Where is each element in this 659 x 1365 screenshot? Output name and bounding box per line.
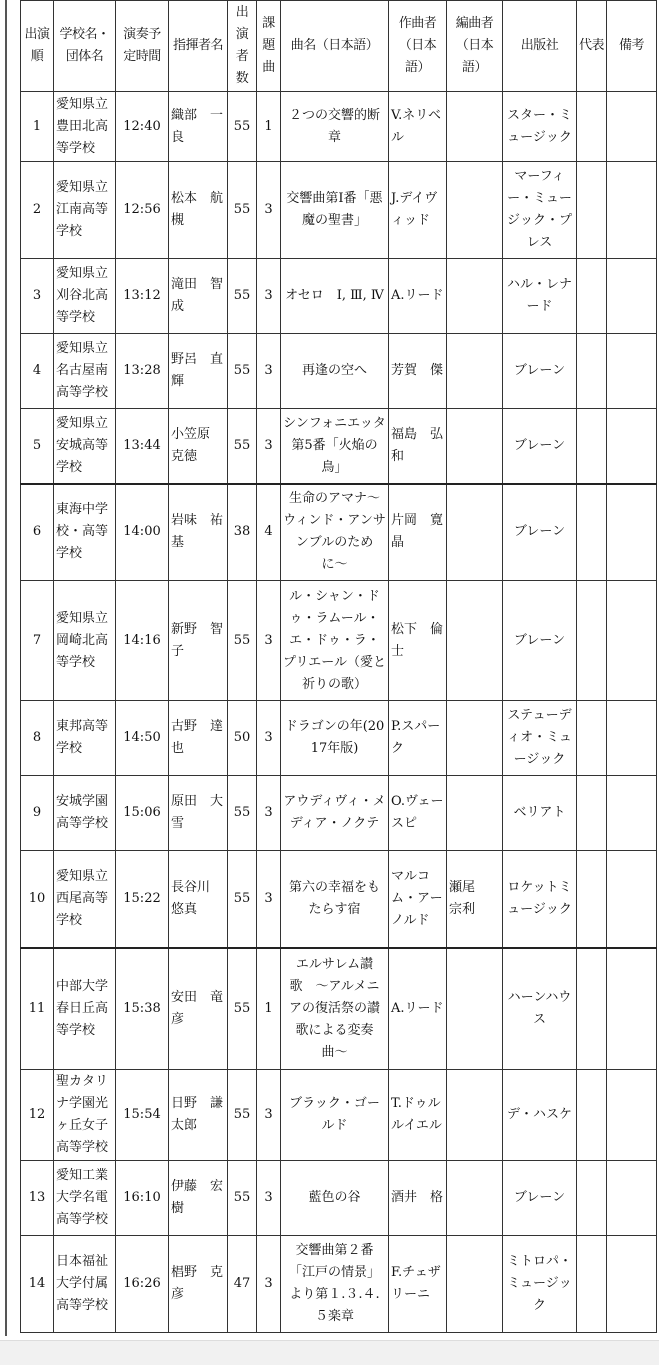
cell-school: 東邦高等学校 xyxy=(54,701,116,776)
cell-notes xyxy=(607,1070,657,1161)
cell-players: 55 xyxy=(228,948,257,1070)
cell-notes xyxy=(607,1161,657,1236)
cell-notes xyxy=(607,334,657,409)
cell-set-piece: 3 xyxy=(257,334,281,409)
cell-publisher: デ・ハスケ xyxy=(503,1070,577,1161)
cell-notes xyxy=(607,162,657,259)
cell-arranger xyxy=(447,334,503,409)
cell-composer: マルコム・アーノルド xyxy=(389,851,447,948)
table-row xyxy=(21,259,657,334)
cell-order: 8 xyxy=(21,701,54,776)
cell-players: 55 xyxy=(228,162,257,259)
table-row xyxy=(21,776,657,851)
cell-players: 55 xyxy=(228,581,257,701)
cell-order: 2 xyxy=(21,162,54,259)
cell-publisher: ブレーン xyxy=(503,409,577,484)
cell-players: 55 xyxy=(228,409,257,484)
cell-set-piece: 3 xyxy=(257,259,281,334)
cell-arranger xyxy=(447,776,503,851)
cell-school: 愛知工業大学名電高等学校 xyxy=(54,1161,116,1236)
cell-rep xyxy=(577,334,607,409)
performance-schedule-table xyxy=(20,0,657,1333)
cell-rep xyxy=(577,1161,607,1236)
cell-conductor: 岩味 祐基 xyxy=(169,484,228,581)
cell-rep xyxy=(577,92,607,162)
cell-players: 55 xyxy=(228,334,257,409)
cell-time: 14:00 xyxy=(116,484,169,581)
table-row xyxy=(21,334,657,409)
cell-notes xyxy=(607,1236,657,1333)
cell-composer: 松下 倫士 xyxy=(389,581,447,701)
cell-notes xyxy=(607,259,657,334)
cell-school: 安城学園高等学校 xyxy=(54,776,116,851)
cell-set-piece: 3 xyxy=(257,851,281,948)
cell-title: アウディヴィ・メディア・ノクテ xyxy=(281,776,389,851)
cell-set-piece: 1 xyxy=(257,948,281,1070)
cell-conductor: 松本 航槻 xyxy=(169,162,228,259)
table-row xyxy=(21,409,657,484)
cell-school: 日本福祉大学付属高等学校 xyxy=(54,1236,116,1333)
cell-title: ２つの交響的断章 xyxy=(281,92,389,162)
header-title: 曲名（日本語） xyxy=(281,1,389,92)
cell-composer: V.ネリベル xyxy=(389,92,447,162)
cell-publisher: ベリアト xyxy=(503,776,577,851)
cell-notes xyxy=(607,701,657,776)
cell-school: 愛知県立江南高等学校 xyxy=(54,162,116,259)
table-row xyxy=(21,581,657,701)
cell-title: 交響曲第２番「江戸の情景」より第１.３.４.５楽章 xyxy=(281,1236,389,1333)
cell-time: 13:44 xyxy=(116,409,169,484)
header-arranger: 編曲者（日本語） xyxy=(447,1,503,92)
cell-school: 愛知県立名古屋南高等学校 xyxy=(54,334,116,409)
header-conductor: 指揮者名 xyxy=(169,1,228,92)
cell-arranger xyxy=(447,92,503,162)
cell-order: 11 xyxy=(21,948,54,1070)
cell-title: 第六の幸福をもたらす宿 xyxy=(281,851,389,948)
cell-order: 14 xyxy=(21,1236,54,1333)
cell-order: 6 xyxy=(21,484,54,581)
cell-order: 13 xyxy=(21,1161,54,1236)
cell-school: 愛知県立豊田北高等学校 xyxy=(54,92,116,162)
cell-order: 7 xyxy=(21,581,54,701)
cell-rep xyxy=(577,948,607,1070)
cell-title: エルサレム讃歌 〜アルメニアの復活祭の讃歌による変奏曲〜 xyxy=(281,948,389,1070)
cell-time: 13:12 xyxy=(116,259,169,334)
cell-publisher: ブレーン xyxy=(503,1161,577,1236)
cell-time: 13:28 xyxy=(116,334,169,409)
cell-conductor: 長谷川 悠真 xyxy=(169,851,228,948)
cell-set-piece: 4 xyxy=(257,484,281,581)
cell-school: 聖カタリナ学園光ヶ丘女子高等学校 xyxy=(54,1070,116,1161)
cell-conductor: 伊藤 宏樹 xyxy=(169,1161,228,1236)
cell-arranger xyxy=(447,162,503,259)
cell-conductor: 椙野 克彦 xyxy=(169,1236,228,1333)
cell-publisher: マーフィー・ミュージック・プレス xyxy=(503,162,577,259)
cell-rep xyxy=(577,581,607,701)
cell-players: 55 xyxy=(228,851,257,948)
header-publisher: 出版社 xyxy=(503,1,577,92)
cell-time: 16:10 xyxy=(116,1161,169,1236)
cell-order: 10 xyxy=(21,851,54,948)
table-row xyxy=(21,1236,657,1333)
cell-publisher: ブレーン xyxy=(503,581,577,701)
cell-title: ドラゴンの年(2017年版) xyxy=(281,701,389,776)
cell-title: オセロ Ⅰ, Ⅲ, Ⅳ xyxy=(281,259,389,334)
cell-notes xyxy=(607,484,657,581)
cell-notes xyxy=(607,409,657,484)
cell-notes xyxy=(607,851,657,948)
cell-time: 15:06 xyxy=(116,776,169,851)
cell-time: 15:22 xyxy=(116,851,169,948)
cell-arranger xyxy=(447,259,503,334)
cell-arranger xyxy=(447,409,503,484)
cell-notes xyxy=(607,581,657,701)
cell-arranger xyxy=(447,1070,503,1161)
cell-conductor: 日野 謙太郎 xyxy=(169,1070,228,1161)
cell-publisher: ハーンハウス xyxy=(503,948,577,1070)
cell-rep xyxy=(577,409,607,484)
cell-time: 16:26 xyxy=(116,1236,169,1333)
cell-composer: 酒井 格 xyxy=(389,1161,447,1236)
cell-composer: F.チェザリーニ xyxy=(389,1236,447,1333)
cell-composer: A.リード xyxy=(389,948,447,1070)
cell-time: 12:56 xyxy=(116,162,169,259)
cell-players: 55 xyxy=(228,259,257,334)
table-row xyxy=(21,851,657,948)
cell-publisher: スター・ミュージック xyxy=(503,92,577,162)
header-time: 演奏予定時間 xyxy=(116,1,169,92)
table-row xyxy=(21,948,657,1070)
cell-conductor: 原田 大雪 xyxy=(169,776,228,851)
header-row xyxy=(21,1,657,92)
cell-school: 愛知県立安城高等学校 xyxy=(54,409,116,484)
table-row xyxy=(21,484,657,581)
cell-composer: A.リード xyxy=(389,259,447,334)
cell-order: 12 xyxy=(21,1070,54,1161)
cell-publisher: ロケットミュージック xyxy=(503,851,577,948)
cell-players: 55 xyxy=(228,776,257,851)
cell-conductor: 滝田 智成 xyxy=(169,259,228,334)
header-notes: 備考 xyxy=(607,1,657,92)
cell-title: 交響曲第Ⅰ番「悪魔の聖書」 xyxy=(281,162,389,259)
header-composer: 作曲者（日本語） xyxy=(389,1,447,92)
table-row xyxy=(21,92,657,162)
cell-composer: J.デイヴィッド xyxy=(389,162,447,259)
cell-set-piece: 1 xyxy=(257,92,281,162)
cell-notes xyxy=(607,92,657,162)
header-set-piece: 課題曲 xyxy=(257,1,281,92)
cell-conductor: 織部 一良 xyxy=(169,92,228,162)
cell-arranger xyxy=(447,948,503,1070)
cell-players: 50 xyxy=(228,701,257,776)
cell-players: 55 xyxy=(228,92,257,162)
header-school: 学校名・団体名 xyxy=(54,1,116,92)
header-order: 出演順 xyxy=(21,1,54,92)
cell-set-piece: 3 xyxy=(257,162,281,259)
cell-conductor: 安田 竜彦 xyxy=(169,948,228,1070)
cell-arranger: 瀬尾 宗利 xyxy=(447,851,503,948)
cell-arranger xyxy=(447,701,503,776)
cell-rep xyxy=(577,776,607,851)
cell-time: 12:40 xyxy=(116,92,169,162)
cell-time: 15:54 xyxy=(116,1070,169,1161)
cell-conductor: 小笠原 克徳 xyxy=(169,409,228,484)
cell-time: 14:50 xyxy=(116,701,169,776)
cell-publisher: ハル・レナード xyxy=(503,259,577,334)
cell-title: 生命のアマナ〜ウィンド・アンサンブルのために〜 xyxy=(281,484,389,581)
cell-rep xyxy=(577,851,607,948)
cell-publisher: ステューディオ・ミュージック xyxy=(503,701,577,776)
cell-composer: O.ヴェースピ xyxy=(389,776,447,851)
cell-order: 3 xyxy=(21,259,54,334)
cell-order: 9 xyxy=(21,776,54,851)
header-players: 出演者数 xyxy=(228,1,257,92)
cell-conductor: 古野 達也 xyxy=(169,701,228,776)
cell-school: 愛知県立刈谷北高等学校 xyxy=(54,259,116,334)
cell-conductor: 野呂 直輝 xyxy=(169,334,228,409)
cell-rep xyxy=(577,259,607,334)
cell-set-piece: 3 xyxy=(257,581,281,701)
cell-set-piece: 3 xyxy=(257,409,281,484)
cell-title: ブラック・ゴールド xyxy=(281,1070,389,1161)
cell-notes xyxy=(607,776,657,851)
cell-composer: 片岡 寛晶 xyxy=(389,484,447,581)
cell-rep xyxy=(577,1070,607,1161)
cell-publisher: ブレーン xyxy=(503,484,577,581)
cell-time: 15:38 xyxy=(116,948,169,1070)
cell-title: ル・シャン・ドゥ・ラムール・エ・ドゥ・ラ・プリエール（愛と祈りの歌） xyxy=(281,581,389,701)
cell-rep xyxy=(577,162,607,259)
cell-arranger xyxy=(447,1236,503,1333)
cell-players: 47 xyxy=(228,1236,257,1333)
cell-notes xyxy=(607,948,657,1070)
table-row xyxy=(21,1161,657,1236)
cell-players: 55 xyxy=(228,1161,257,1236)
cell-order: 5 xyxy=(21,409,54,484)
cell-title: 再逢の空へ xyxy=(281,334,389,409)
cell-conductor: 新野 智子 xyxy=(169,581,228,701)
cell-title: 藍色の谷 xyxy=(281,1161,389,1236)
cell-set-piece: 3 xyxy=(257,776,281,851)
cell-players: 55 xyxy=(228,1070,257,1161)
cell-set-piece: 3 xyxy=(257,1070,281,1161)
cell-school: 愛知県立西尾高等学校 xyxy=(54,851,116,948)
cell-composer: 芳賀 傑 xyxy=(389,334,447,409)
cell-arranger xyxy=(447,581,503,701)
cell-school: 愛知県立岡崎北高等学校 xyxy=(54,581,116,701)
bottom-scroll-area xyxy=(0,1340,659,1365)
cell-school: 東海中学校・高等学校 xyxy=(54,484,116,581)
header-rep: 代表 xyxy=(577,1,607,92)
page-left-border xyxy=(5,0,7,1336)
cell-composer: P.スパーク xyxy=(389,701,447,776)
cell-set-piece: 3 xyxy=(257,701,281,776)
cell-publisher: ブレーン xyxy=(503,334,577,409)
cell-rep xyxy=(577,701,607,776)
table-row xyxy=(21,162,657,259)
cell-publisher: ミトロパ・ミュージック xyxy=(503,1236,577,1333)
cell-order: 1 xyxy=(21,92,54,162)
cell-arranger xyxy=(447,1161,503,1236)
cell-time: 14:16 xyxy=(116,581,169,701)
cell-set-piece: 3 xyxy=(257,1161,281,1236)
cell-order: 4 xyxy=(21,334,54,409)
cell-rep xyxy=(577,1236,607,1333)
cell-composer: T.ドゥルルイエル xyxy=(389,1070,447,1161)
cell-arranger xyxy=(447,484,503,581)
cell-set-piece: 3 xyxy=(257,1236,281,1333)
cell-players: 38 xyxy=(228,484,257,581)
table-row xyxy=(21,1070,657,1161)
table-row xyxy=(21,701,657,776)
cell-rep xyxy=(577,484,607,581)
cell-title: シンフォニエッタ第5番「火焔の鳥」 xyxy=(281,409,389,484)
cell-composer: 福島 弘和 xyxy=(389,409,447,484)
cell-school: 中部大学春日丘高等学校 xyxy=(54,948,116,1070)
